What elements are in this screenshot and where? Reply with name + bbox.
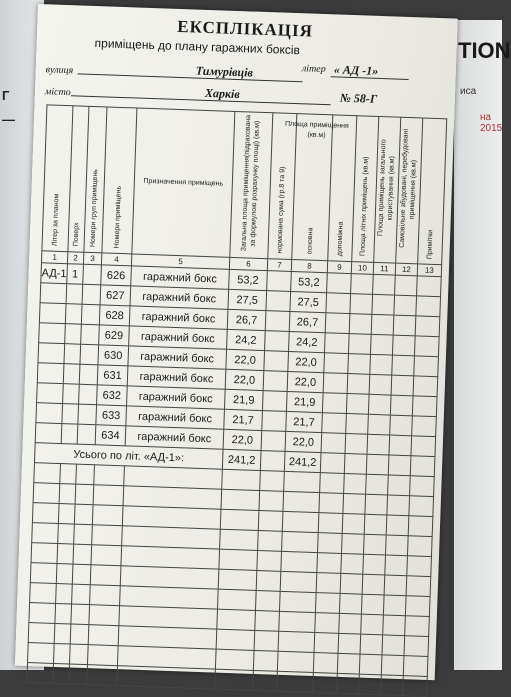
group-cell (83, 264, 102, 285)
col-number: 12 (395, 263, 417, 276)
common-cell (368, 394, 391, 415)
header-liter: Літер за планом (42, 105, 73, 252)
common-cell (373, 274, 396, 295)
unauthorized-cell (392, 335, 415, 356)
group-cell (81, 304, 100, 325)
total-area-cell: 26,7 (227, 309, 266, 330)
notes-cell (411, 436, 436, 457)
empty-rows (27, 463, 434, 697)
right-line-1: иса (460, 86, 477, 97)
group-cell (79, 364, 98, 385)
liter-cell: АД-1 (41, 263, 68, 284)
group-cell (82, 284, 101, 305)
aux-cell (324, 353, 349, 374)
liter-cell (40, 283, 67, 304)
group-cell (78, 404, 97, 425)
notes-cell (416, 276, 441, 297)
total-label: Усього по літ. «АД-1»: (34, 443, 223, 470)
unauthorized-cell (393, 315, 416, 336)
summer-cell (350, 294, 373, 315)
summer-cell (348, 354, 371, 375)
summer-cell (346, 394, 369, 415)
group-cell (81, 324, 100, 345)
col-number: 9 (327, 261, 351, 274)
room-number-cell: 628 (99, 305, 130, 326)
unauthorized-cell (394, 295, 417, 316)
common-cell (370, 334, 393, 355)
common-cell (370, 354, 393, 375)
notes-cell (412, 416, 437, 437)
normed-sum-cell (267, 271, 292, 292)
room-number-cell: 627 (100, 285, 131, 306)
summer-cell (349, 314, 372, 335)
common-cell (371, 314, 394, 335)
total-area-cell: 22,0 (225, 369, 264, 390)
floor-cell (65, 304, 82, 325)
header-floor: Поверх (68, 106, 89, 252)
normed-sum-cell (265, 311, 290, 332)
unauthorized-cell (392, 355, 415, 376)
group-cell (77, 424, 96, 445)
header-purpose: Призначення приміщень (132, 108, 235, 257)
unauthorized-cell (391, 375, 414, 396)
main-area-cell: 21,7 (286, 411, 323, 432)
aux-cell (323, 373, 348, 394)
liter-value: « АД -1» (333, 62, 379, 78)
floor-cell: 1 (67, 264, 84, 285)
purpose-cell: гаражний бокс (131, 266, 230, 289)
total-area-cell: 22,0 (223, 429, 262, 450)
number-value: № 58-Г (339, 90, 378, 106)
floor-cell (61, 424, 78, 445)
normed-sum-cell (264, 351, 289, 372)
street-label: вулиця (45, 64, 74, 77)
main-area-cell: 53,2 (291, 272, 328, 293)
street-value: Тимурівців (195, 63, 254, 80)
room-number-cell: 631 (97, 365, 128, 386)
liter-cell (39, 303, 66, 324)
notes-cell (416, 296, 441, 317)
summer-cell (347, 374, 370, 395)
total-area-cell: 53,2 (229, 269, 268, 290)
normed-sum-cell (264, 331, 289, 352)
normed-sum-cell (262, 391, 287, 412)
total-area-value: 241,2 (222, 449, 261, 470)
unauthorized-cell (389, 435, 412, 456)
floor-cell (63, 364, 80, 385)
col-number: 1 (41, 251, 67, 264)
header-group: Номери груп приміщень (84, 106, 107, 253)
city-underline (71, 95, 331, 105)
room-number-cell: 633 (96, 405, 127, 426)
table-body (35, 263, 441, 457)
document-title: ЕКСПЛІКАЦІЯ (176, 16, 314, 41)
liter-cell (36, 403, 63, 424)
aux-cell (326, 293, 351, 314)
col-number: 4 (101, 253, 131, 266)
col-number: 8 (291, 260, 327, 273)
explication-sheet (15, 4, 458, 680)
total-area-cell: 21,7 (224, 409, 263, 430)
purpose-cell: гаражний бокс (129, 326, 228, 349)
main-area-cell: 22,0 (288, 351, 325, 372)
total-area-cell: 22,0 (226, 349, 265, 370)
main-area-cell: 21,9 (286, 391, 323, 412)
normed-sum-cell (261, 431, 286, 452)
liter-underline (331, 76, 409, 80)
summer-cell (351, 274, 374, 295)
header-total-area: Загальна площа приміщення(підрахована за формулою розрахунку площі) (кв.м) (230, 111, 273, 258)
unauthorized-cell (394, 275, 417, 296)
notes-cell (415, 316, 440, 337)
header-area-group: Площа приміщення (кв.м) (284, 120, 349, 140)
floor-cell (66, 284, 83, 305)
floor-cell (62, 404, 79, 425)
liter-cell (38, 343, 65, 364)
document-subtitle: приміщень до плану гаражних боксів (94, 36, 301, 58)
unauthorized-cell (390, 415, 413, 436)
left-mark-2: — (2, 112, 15, 127)
table-header-row (42, 105, 447, 265)
total-area-cell: 21,9 (224, 389, 263, 410)
col-number: 13 (417, 264, 441, 277)
col-number: 7 (267, 259, 291, 272)
city-label: місто (44, 86, 71, 99)
notes-cell (412, 396, 437, 417)
liter-label: літер (301, 63, 326, 76)
liter-cell (35, 423, 62, 444)
col-number: 11 (373, 262, 395, 275)
main-area-cell: 22,0 (285, 431, 322, 452)
city-value: Харків (204, 85, 241, 102)
main-area-cell: 27,5 (290, 291, 327, 312)
summer-cell (346, 414, 369, 435)
normed-sum-cell (266, 291, 291, 312)
header-main: Площа приміщення (кв.м) основна (292, 114, 333, 261)
main-area-cell: 26,7 (289, 311, 326, 332)
street-underline (78, 73, 303, 82)
col-number: 2 (67, 252, 83, 265)
room-number-cell: 632 (96, 385, 127, 406)
header-auxiliary: допоміжна (328, 115, 357, 262)
col-number: 3 (83, 252, 101, 265)
purpose-cell: гаражний бокс (127, 366, 226, 389)
purpose-cell: гаражний бокс (129, 306, 228, 329)
normed-sum-cell (262, 411, 287, 432)
col-number: 6 (229, 257, 267, 270)
notes-cell (414, 336, 439, 357)
header-common: Площа приміщень загального користування (кв.м) (374, 116, 401, 263)
purpose-cell: гаражний бокс (126, 386, 225, 409)
common-cell (367, 434, 390, 455)
header-summer: Площа літніх приміщень (кв.м) (352, 116, 379, 263)
floor-cell (65, 324, 82, 345)
main-area-cell: 24,2 (288, 331, 325, 352)
explication-table (26, 104, 447, 697)
total-area-cell: 24,2 (227, 329, 266, 350)
aux-cell (321, 433, 346, 454)
group-cell (80, 344, 99, 365)
group-cell (78, 384, 97, 405)
aux-cell (324, 333, 349, 354)
liter-cell (37, 363, 64, 384)
background-document-right (454, 20, 511, 670)
room-number-cell: 634 (95, 425, 126, 446)
liter-cell (37, 383, 64, 404)
common-cell (368, 414, 391, 435)
floor-cell (63, 384, 80, 405)
aux-cell (322, 393, 347, 414)
liter-cell (39, 323, 66, 344)
unauthorized-cell (390, 395, 413, 416)
col-number: 10 (351, 262, 373, 275)
total-main-value: 241,2 (284, 451, 321, 472)
col-number: 5 (131, 254, 229, 269)
aux-cell (327, 273, 352, 294)
total-area-cell: 27,5 (228, 289, 267, 310)
header-unauthorized: Самовільне збудовані, перебудовані приміщення (кв.м) (396, 117, 423, 264)
purpose-cell: гаражний бокс (130, 286, 229, 309)
summer-cell (348, 334, 371, 355)
floor-cell (64, 344, 81, 365)
common-cell (372, 294, 395, 315)
right-heading: TION (458, 38, 511, 63)
aux-cell (322, 413, 347, 434)
purpose-cell: гаражний бокс (126, 406, 225, 429)
left-mark-1: Г (2, 88, 10, 103)
notes-cell (414, 356, 439, 377)
purpose-cell: гаражний бокс (128, 346, 227, 369)
header-notes: Примітки (418, 118, 447, 265)
aux-cell (325, 313, 350, 334)
header-normed-sum: нормована сума (гр.8 та 9) (268, 113, 297, 260)
header-room-number: Номери приміщень (102, 107, 137, 254)
common-cell (369, 374, 392, 395)
right-line-2: на 2015 (480, 112, 503, 134)
room-number-cell: 626 (101, 265, 132, 286)
notes-cell (413, 376, 438, 397)
main-area-cell: 22,0 (287, 371, 324, 392)
room-number-cell: 629 (99, 325, 130, 346)
room-number-cell: 630 (98, 345, 129, 366)
purpose-cell: гаражний бокс (125, 426, 224, 449)
summer-cell (345, 433, 368, 454)
normed-sum-cell (263, 371, 288, 392)
